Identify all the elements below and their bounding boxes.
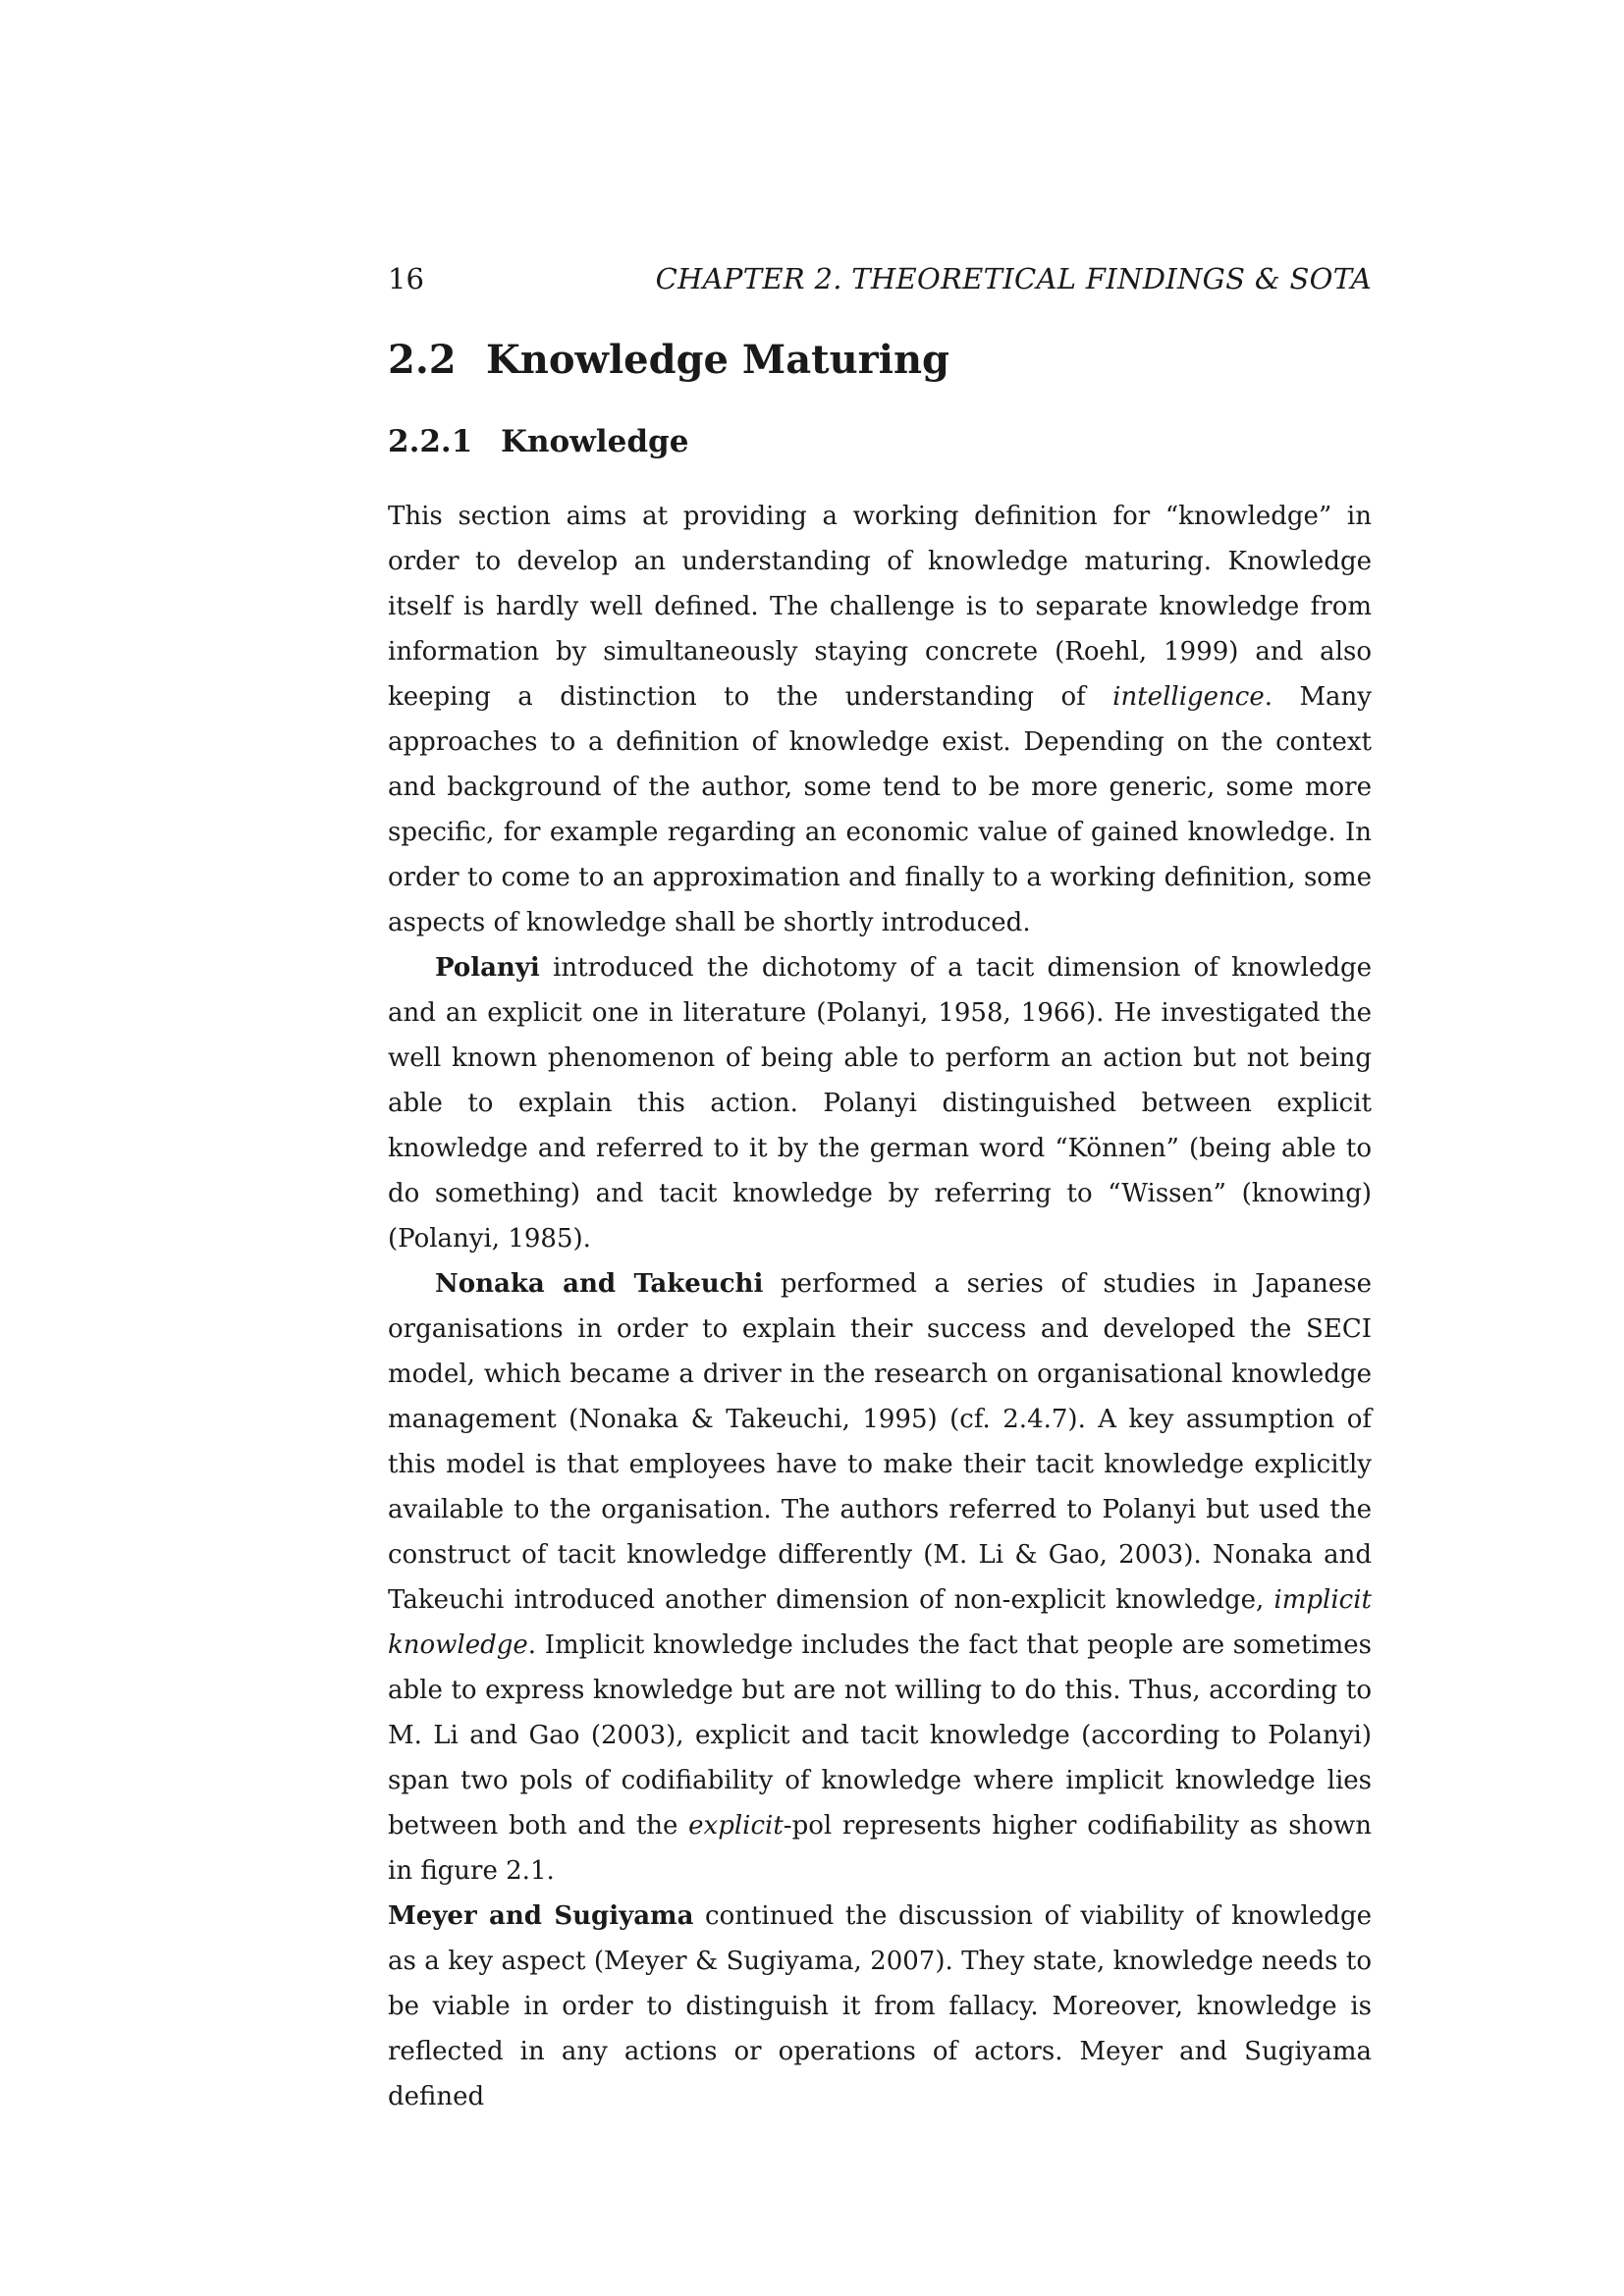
emphasis-intelligence: intelligence (1112, 682, 1265, 712)
section-number: 2.2 (388, 337, 457, 383)
paragraph-lead-nonaka-takeuchi: Nonaka and Takeuchi (435, 1269, 764, 1299)
paragraph-meyer-sugiyama (388, 1894, 1372, 2119)
paragraph-text: . Many approaches to a definition of knowledge exist. Depending on the context and background of the author, some tend to be more generic, some more specific, for example regarding an economic value of gained knowledge. In order to come to an approximation and finally to a working definition, some aspects of knowledge shall be shortly introduced. (388, 682, 1372, 937)
subsection-number: 2.2.1 (388, 424, 473, 459)
paragraph-text: This section aims at providing a working definition for “knowledge” in order to develop an understanding of knowledge maturing. Knowledge itself is hardly well defined. The challenge is to separate knowledge from information by simultaneously staying concrete (Roehl, 1999) and also keeping a distinction to the understanding of (388, 502, 1372, 712)
page-number: 16 (388, 262, 424, 295)
running-chapter-title: CHAPTER 2. THEORETICAL FINDINGS & SOTA (655, 262, 1372, 295)
paragraph-definition-intro (388, 494, 1372, 945)
emphasis-implicit-knowledge: implicit knowledge (388, 1585, 1372, 1660)
body-text (388, 494, 1372, 2119)
subsection-heading (388, 420, 688, 463)
paragraph-polanyi (388, 945, 1372, 1261)
paragraph-lead-meyer-sugiyama: Meyer and Sugiyama (388, 1901, 694, 1931)
subsection-title: Knowledge (501, 424, 689, 459)
paragraph-text: continued the discussion of viability of knowledge as a key aspect (Meyer & Sugiyama, 2007). They state, knowledge needs to be viable in order to distinguish it from fallacy. Moreover, knowledge is reflected in any actions or operations of actors. Meyer and Sugiyama defined (388, 1901, 1372, 2111)
emphasis-explicit: explicit (688, 1811, 784, 1841)
paragraph-text: introduced the dichotomy of a tacit dimension of knowledge and an explicit one in literature (Polanyi, 1958, 1966). He investigated the well known phenomenon of being able to perform an action but not being able to explain this action. Polanyi distinguished between explicit knowledge and referred to it by the german word “Können” (being able to do something) and tacit knowledge by referring to “Wissen” (knowing) (Polanyi, 1985). (388, 953, 1372, 1254)
running-head (388, 257, 1372, 300)
paragraph-text: -pol represents higher codifiability as shown in figure 2.1. (388, 1811, 1372, 1886)
paragraph-text: performed a series of studies in Japanese organisations in order to explain their success and developed the SECI model, which became a driver in the research on organisational knowledge management (Nonaka & Takeuchi, 1995) (cf. 2.4.7). A key assumption of this model is that employees have to make their tacit knowledge explicitly available to the organisation. The authors referred to Polanyi but used the construct of tacit knowledge differently (M. Li & Gao, 2003). Nonaka and Takeuchi introduced another dimension of non-explicit knowledge, (388, 1269, 1372, 1615)
paragraph-nonaka-takeuchi (388, 1261, 1372, 1894)
paragraph-lead-polanyi: Polanyi (435, 953, 540, 983)
section-title: Knowledge Maturing (486, 337, 949, 383)
section-heading (388, 334, 949, 387)
paragraph-text: . Implicit knowledge includes the fact that people are sometimes able to express knowledge but are not willing to do this. Thus, according to M. Li and Gao (2003), explicit and tacit knowledge (according to Polanyi) span two pols of codifiability of knowledge where implicit knowledge lies between both and the (388, 1630, 1372, 1841)
